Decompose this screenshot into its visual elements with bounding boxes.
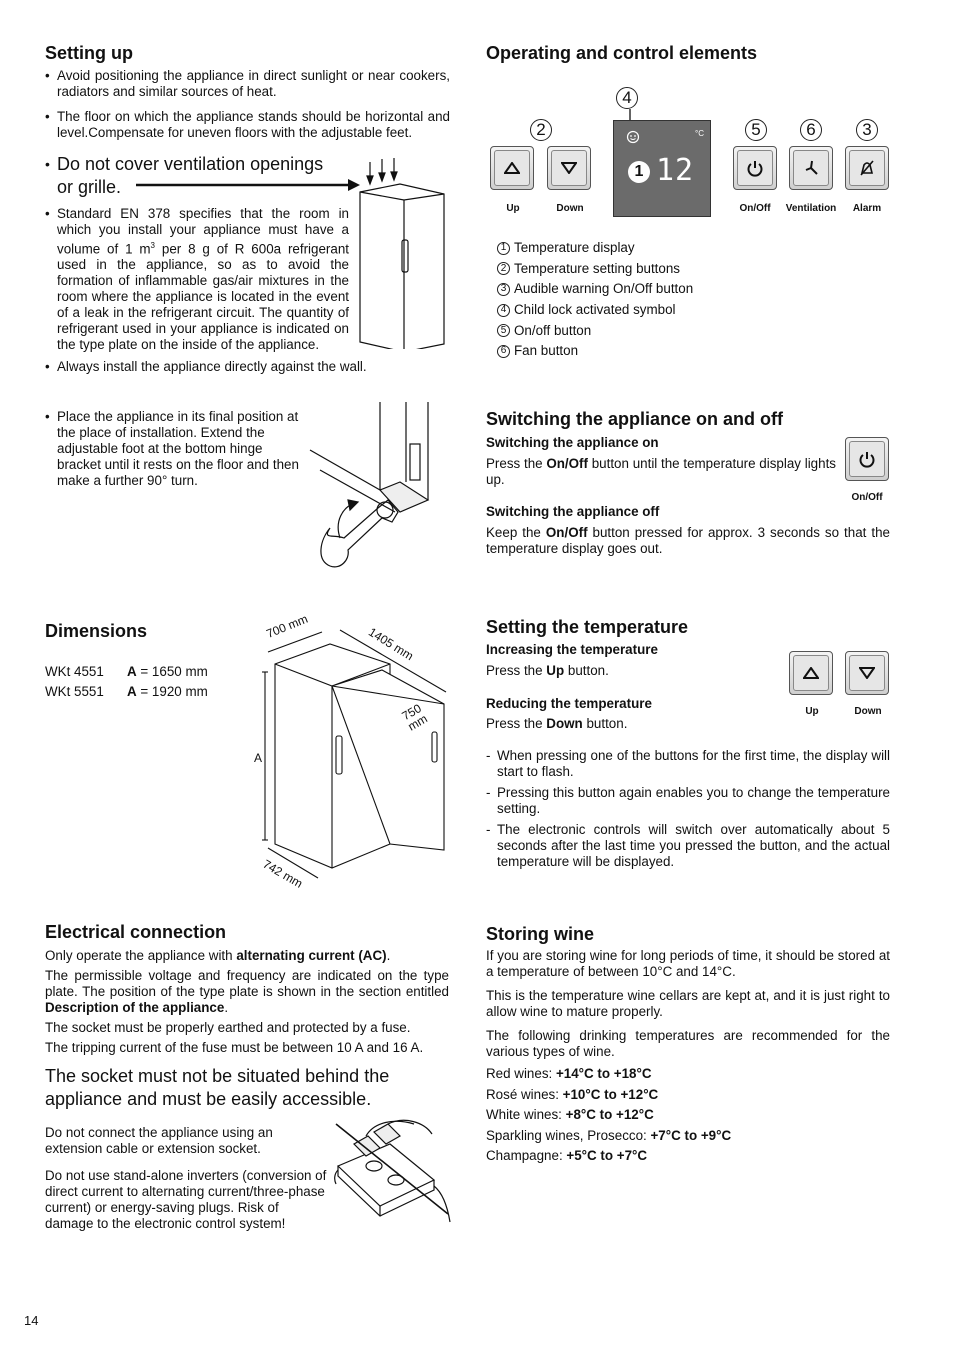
ventilation-label: Ventilation [785,203,837,214]
triangle-down-icon [561,162,577,174]
list-item: White wines: +8°C to +12°C [486,1107,654,1123]
electrical-warning: The socket must not be situated behind the appliance and must be easily accessible. [45,1066,390,1109]
onoff-button[interactable] [733,146,777,190]
callout-2: 2 [530,119,552,141]
setting-up-list [45,68,450,150]
onoff-label: On/Off [739,203,771,214]
electrical-p6: Do not use stand-alone inverters (conversion of direct current to alternating current/three-phase current) or energy-saving plugs. Risk of damage to the electronic control system! [45,1168,327,1231]
dimensions-heading: Dimensions [45,621,148,641]
temperature-display [613,120,711,217]
list-item: - When pressing one of the buttons for the first time, the display will start to flash. [486,748,890,780]
power-icon [746,159,764,177]
list-item: 2 Temperature setting buttons [497,259,693,280]
position-list [45,409,300,498]
door-label: 750 mm [399,701,430,734]
callout-3: 3 [856,119,878,141]
extension-socket-illustration [334,1114,452,1226]
temperature-notes [486,748,890,875]
control-elements-heading: Operating and control elements [486,43,758,63]
list-item: Champagne: +5°C to +7°C [486,1148,648,1164]
arrow-icon [136,178,361,192]
triangle-up-icon [504,162,520,174]
dimension-row: WKt 4551 A = 1650 mm [45,664,208,679]
list-item: 4 Child lock activated symbol [497,300,693,321]
increase-text: Press the Up button. [486,663,609,678]
up-button-illustration [789,651,833,695]
switch-off-subheading: Switching the appliance off [486,504,660,519]
page-number: 14 [24,1313,39,1328]
display-value: 12 [656,153,695,188]
dimension-row: WKt 5551 A = 1920 mm [45,684,208,699]
list-item: • Place the appliance in its final position at the place of installation. Extend the adjustable foot at the bottom hinge bracket until it rests on the floor and then make a further 90° turn. [45,409,300,489]
en378-list [45,206,349,362]
list-item: - The electronic controls will switch over automatically about 5 seconds after the last time you pressed the button, and the actual temperature will be displayed. [486,822,890,870]
up-button[interactable] [490,146,534,190]
electrical-text [45,948,449,1060]
onoff-illustration-label: On/Off [851,492,883,503]
adjustable-foot-illustration [300,400,432,570]
list-item: Rosé wines: +10°C to +12°C [486,1086,659,1102]
alarm-button[interactable] [845,146,889,190]
list-item: • Avoid positioning the appliance in direct sunlight or near cookers, radiators and similar sources of heat. [45,68,450,100]
display-unit: °C [695,129,704,138]
list-item: 1 Temperature display [497,238,693,259]
callout-6: 6 [800,119,822,141]
list-item: Sparkling wines, Prosecco: +7°C to +9°C [486,1127,732,1143]
electrical-heading: Electrical connection [45,922,227,942]
setting-up-heading: Setting up [45,43,133,63]
increase-subheading: Increasing the temperature [486,642,658,657]
ventilation-button[interactable] [789,146,833,190]
control-legend [497,238,693,362]
dimensions-illustration [250,612,455,892]
switch-on-text: Press the On/Off button until the temperature display lights up. [486,456,836,487]
list-item: - Pressing this button again enables you to change the temperature setting. [486,785,890,817]
down-label: Down [556,203,584,214]
electrical-p5: Do not connect the appliance using an extension cable or extension socket. [45,1125,273,1156]
triangle-down-icon [859,667,875,679]
wine-heading: Storing wine [486,924,594,944]
switching-heading: Switching the appliance on and off [486,409,784,429]
onoff-button-illustration [845,437,889,481]
list-item: 3 Audible warning On/Off button [497,279,693,300]
electrical-p4: The tripping current of the fuse must be between 10 A and 16 A. [45,1040,424,1055]
fridge-ventilation-illustration [352,154,452,349]
list-item: • Standard EN 378 specifies that the room in which you install your appliance must have a volume of 1 $m^3$ per 8 g of R 600a refrigerant used in the appliance, so as to avoid the formation of inflammable gas/air mixtures in the room where the appliance is located in the event of a leak in the refrigerant circuit. The quantity of refrigerant used in your appliance is indicated on the type plate on the inside of the appliance. [45,206,349,353]
alarm-off-icon [858,159,876,177]
temperature-heading: Setting the temperature [486,617,689,637]
alarm-label: Alarm [852,203,882,214]
down-illustration-label: Down [854,706,882,717]
wine-p1: If you are storing wine for long periods of time, it should be stored at a temperature of between 10°C and 14°C. [486,948,890,979]
callout-4: 4 [616,87,638,109]
up-illustration-label: Up [805,706,819,717]
list-item: 5 On/off button [497,320,693,341]
callout-1: 1 [628,161,650,183]
electrical-p3: The socket must be properly earthed and protected by a fuse. [45,1020,411,1035]
electrical-p2: The permissible voltage and frequency are indicated on the type plate. The position of the type plate is shown in the section entitled Description of the appliance. [45,968,449,1015]
wine-text [486,948,890,1169]
list-item: 6 Fan button [497,341,693,362]
width-open-label: 1405 mm [366,624,416,664]
list-item: Red wines: +14°C to +18°C [486,1066,652,1081]
depth-label: 700 mm [264,611,310,641]
ventilation-warning: • Do not cover ventilation openings or grille. [45,154,324,197]
wall-list [45,359,450,384]
wine-p2: This is the temperature wine cellars are kept at, and it is just right to allow wine to mature properly. [486,988,890,1019]
fan-icon [802,159,820,177]
down-button-illustration [845,651,889,695]
width-label: 742 mm [260,856,306,891]
switch-on-subheading: Switching the appliance on [486,435,659,450]
child-lock-icon [626,130,640,144]
height-label: A [254,751,263,765]
list-item: • Always install the appliance directly against the wall. [45,359,450,375]
wine-list [486,1066,890,1169]
callout-5: 5 [745,119,767,141]
ventilation-line2: or grille. [57,177,122,197]
switch-off-text: Keep the On/Off button pressed for approx. 3 seconds so that the temperature display goes out. [486,525,890,556]
reduce-subheading: Reducing the temperature [486,696,652,711]
ventilation-line1: Do not cover ventilation openings [57,154,324,174]
reduce-text: Press the Down button. [486,716,628,731]
triangle-up-icon [803,667,819,679]
wine-p3: The following drinking temperatures are recommended for the various types of wine. [486,1028,890,1059]
electrical-p1: Only operate the appliance with alternating current (AC). [45,948,391,963]
down-button[interactable] [547,146,591,190]
up-label: Up [506,203,520,214]
list-item: • The floor on which the appliance stands should be horizontal and level.Compensate for uneven floors with the adjustable feet. [45,109,450,141]
power-icon [858,450,876,468]
